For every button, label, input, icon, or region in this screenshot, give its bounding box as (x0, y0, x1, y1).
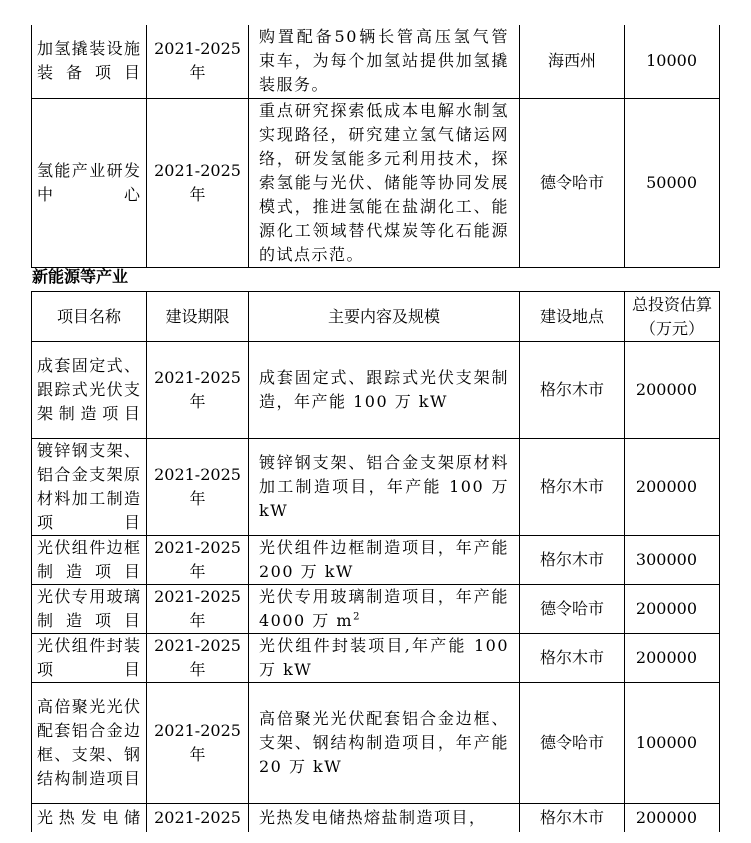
content-cell: 重点研究探索低成本电解水制氢实现路径，研究建立氢气储运网络，研发氢能多元利用技术，探索氢能与光伏、储能等协同发展模式，推进氢能在盐湖化工、能源化工领域替代煤炭等化石能源的试点示范。 (249, 98, 520, 267)
period-cell: 2021-2025 (147, 804, 249, 832)
new-energy-project-table (31, 291, 720, 832)
unit-exponent: 2 (353, 611, 361, 623)
investment-cell: 200000 (625, 439, 720, 536)
investment-cell: 200000 (625, 804, 720, 832)
content-cell (249, 585, 520, 634)
table-header-row (32, 292, 720, 342)
table-row (32, 25, 720, 98)
table-row (32, 98, 720, 267)
continued-project-table (31, 25, 720, 268)
content-cell: 光热发电储热熔盐制造项目， (249, 804, 520, 832)
project-name-cell: 光伏组件边框制造项目 (32, 536, 147, 585)
table-row (32, 683, 720, 804)
header-location: 建设地点 (520, 292, 625, 342)
period-cell: 2021-2025年 (147, 536, 249, 585)
period-cell: 2021-2025年 (147, 439, 249, 536)
period-cell: 2021-2025年 (147, 342, 249, 439)
header-investment: 总投资估算（万元） (625, 292, 720, 342)
investment-cell: 50000 (625, 98, 720, 267)
location-cell: 德令哈市 (520, 585, 625, 634)
header-content: 主要内容及规模 (249, 292, 520, 342)
content-cell: 成套固定式、跟踪式光伏支架制造，年产能 100 万 kW (249, 342, 520, 439)
period-cell: 2021-2025年 (147, 25, 249, 98)
content-cell: 购置配备50辆长管高压氢气管束车，为每个加氢站提供加氢撬装服务。 (249, 25, 520, 98)
period-cell: 2021-2025年 (147, 683, 249, 804)
investment-cell: 200000 (625, 342, 720, 439)
table-row (32, 342, 720, 439)
location-cell: 海西州 (520, 25, 625, 98)
location-cell: 格尔木市 (520, 536, 625, 585)
project-name-cell: 氢能产业研发中心 (32, 98, 147, 267)
content-cell: 镀锌钢支架、铝合金支架原材料加工制造项目，年产能 100 万 kW (249, 439, 520, 536)
table-row (32, 585, 720, 634)
project-name-cell: 镀锌钢支架、铝合金支架原材料加工制造项目 (32, 439, 147, 536)
table-row (32, 804, 720, 832)
content-cell: 光伏组件边框制造项目，年产能 200 万 kW (249, 536, 520, 585)
table-row (32, 536, 720, 585)
header-period: 建设期限 (147, 292, 249, 342)
period-cell: 2021-2025年 (147, 98, 249, 267)
location-cell: 格尔木市 (520, 439, 625, 536)
location-cell: 德令哈市 (520, 98, 625, 267)
location-cell: 德令哈市 (520, 683, 625, 804)
location-cell: 格尔木市 (520, 342, 625, 439)
header-project-name: 项目名称 (32, 292, 147, 342)
project-name-cell: 光热发电储 (32, 804, 147, 832)
project-name-cell: 成套固定式、跟踪式光伏支架制造项目 (32, 342, 147, 439)
location-cell: 格尔木市 (520, 804, 625, 832)
content-text: 光伏专用玻璃制造项目，年产能 4000 万 m (259, 587, 509, 630)
investment-cell: 10000 (625, 25, 720, 98)
project-name-cell: 高倍聚光光伏配套铝合金边框、支架、钢结构制造项目 (32, 683, 147, 804)
location-cell: 格尔木市 (520, 634, 625, 683)
period-cell: 2021-2025年 (147, 634, 249, 683)
project-name-cell: 加氢撬装设施装备项目 (32, 25, 147, 98)
investment-cell: 200000 (625, 634, 720, 683)
project-name-cell: 光伏专用玻璃制造项目 (32, 585, 147, 634)
section-title: 新能源等产业 (32, 267, 129, 286)
period-cell: 2021-2025年 (147, 585, 249, 634)
table-row (32, 634, 720, 683)
investment-cell: 300000 (625, 536, 720, 585)
content-cell: 光伏组件封装项目,年产能 100 万 kW (249, 634, 520, 683)
project-name-cell: 光伏组件封装项目 (32, 634, 147, 683)
content-cell: 高倍聚光光伏配套铝合金边框、支架、钢结构制造项目，年产能 20 万 kW (249, 683, 520, 804)
investment-cell: 100000 (625, 683, 720, 804)
investment-cell: 200000 (625, 585, 720, 634)
table-row (32, 439, 720, 536)
